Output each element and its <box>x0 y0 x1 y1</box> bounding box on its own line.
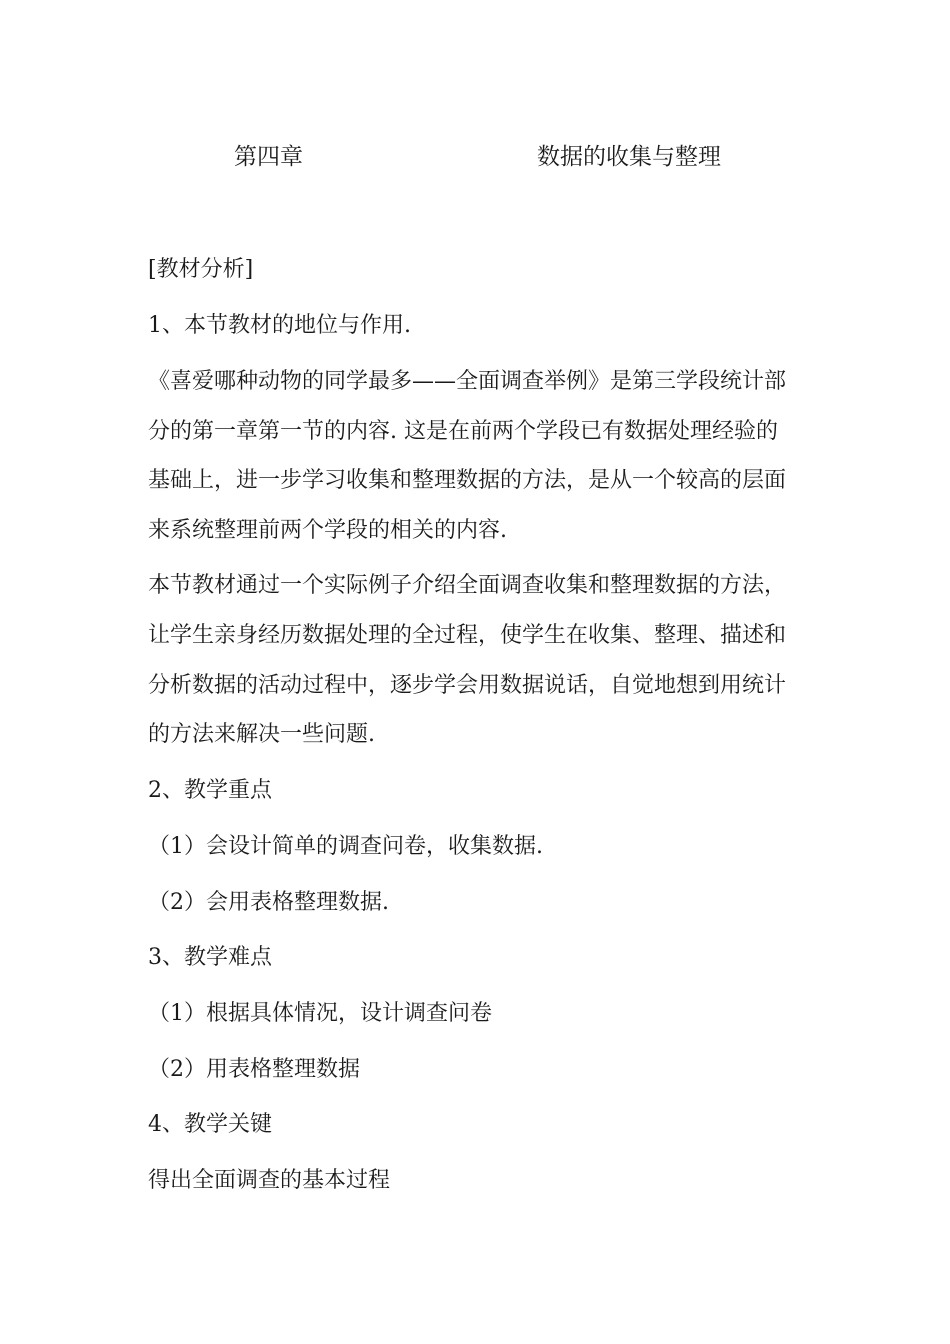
chapter-number: 第四章 <box>234 144 303 170</box>
para2-line-2: 让学生亲身经历数据处理的全过程，使学生在收集、整理、描述和 <box>148 623 787 648</box>
item2-point-1: （1）会设计简单的调查问卷，收集数据. <box>148 834 543 859</box>
section-heading: [教材分析] <box>148 257 254 282</box>
para1-line-4: 来系统整理前两个学段的相关的内容. <box>148 518 507 543</box>
para1-line-1: 《喜爱哪种动物的同学最多——全面调查举例》是第三学段统计部 <box>148 369 787 394</box>
item2-point-2: （2）会用表格整理数据. <box>148 890 389 915</box>
item4-heading: 4、教学关键 <box>148 1112 272 1137</box>
item2-heading: 2、教学重点 <box>148 778 272 803</box>
para2-line-4: 的方法来解决一些问题. <box>148 722 375 747</box>
item3-point-2: （2）用表格整理数据 <box>148 1057 360 1082</box>
item3-heading: 3、教学难点 <box>148 945 272 970</box>
para1-line-3: 基础上，进一步学习收集和整理数据的方法，是从一个较高的层面 <box>148 468 787 493</box>
para1-line-2: 分的第一章第一节的内容. 这是在前两个学段已有数据处理经验的 <box>148 419 778 444</box>
item4-text: 得出全面调查的基本过程 <box>148 1168 391 1193</box>
chapter-title: 数据的收集与整理 <box>537 144 721 170</box>
para2-line-3: 分析数据的活动过程中，逐步学会用数据说话，自觉地想到用统计 <box>148 673 787 698</box>
para2-line-1: 本节教材通过一个实际例子介绍全面调查收集和整理数据的方法， <box>148 573 787 598</box>
item3-point-1: （1）根据具体情况，设计调查问卷 <box>148 1001 492 1026</box>
item1-heading: 1、本节教材的地位与作用. <box>148 313 411 338</box>
